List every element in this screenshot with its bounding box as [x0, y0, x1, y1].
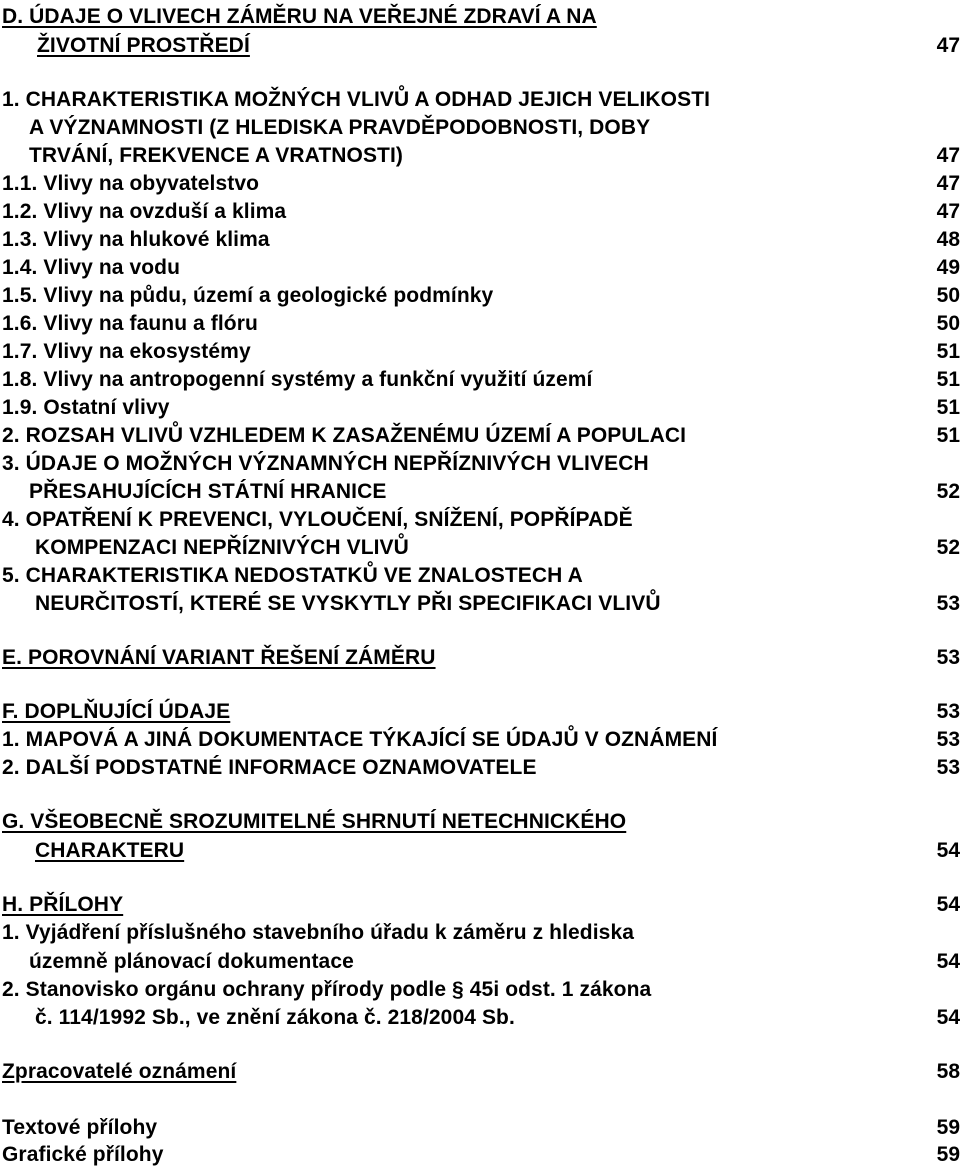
- toc-title[interactable]: E. POROVNÁNÍ VARIANT ŘEŠENÍ ZÁMĚRU: [2, 646, 436, 669]
- toc-entry-d1[interactable]: [0, 87, 960, 115]
- toc-title[interactable]: KOMPENZACI NEPŘÍZNIVÝCH VLIVŮ: [35, 536, 409, 559]
- toc-page-number: 59: [936, 1116, 960, 1139]
- toc-entry-d5[interactable]: [0, 591, 960, 619]
- toc-title[interactable]: 1. MAPOVÁ A JINÁ DOKUMENTACE TÝKAJÍCÍ SE ÚDAJŮ V OZNÁMENÍ: [2, 728, 718, 751]
- toc-title[interactable]: 1.2. Vlivy na ovzduší a klima: [2, 200, 287, 223]
- toc-title[interactable]: územně plánovací dokumentace: [29, 950, 354, 973]
- toc-entry-f[interactable]: [0, 699, 960, 727]
- toc-entry-d16[interactable]: [0, 311, 960, 339]
- toc-page-number: 59: [936, 1143, 960, 1166]
- toc-page-number: 58: [936, 1060, 960, 1083]
- toc-title[interactable]: H. PŘÍLOHY: [2, 893, 124, 916]
- toc-entry-d[interactable]: [0, 33, 960, 61]
- toc-page-number: 54: [936, 950, 960, 973]
- toc-page-number: 53: [936, 756, 960, 779]
- toc-title[interactable]: 1.7. Vlivy na ekosystémy: [2, 340, 251, 363]
- toc-title[interactable]: 2. DALŠÍ PODSTATNÉ INFORMACE OZNAMOVATELE: [2, 756, 537, 779]
- toc-entry-d5[interactable]: [0, 563, 960, 591]
- toc-entry-h1[interactable]: [0, 920, 960, 948]
- toc-page-number: 47: [936, 34, 960, 57]
- toc-title[interactable]: Textové přílohy: [2, 1116, 158, 1139]
- toc-title[interactable]: 1. Vyjádření příslušného stavebního úřadu k záměru z hlediska: [2, 921, 635, 944]
- toc-title[interactable]: 1.3. Vlivy na hlukové klima: [2, 228, 270, 251]
- toc-title[interactable]: 5. CHARAKTERISTIKA NEDOSTATKŮ VE ZNALOSTECH A: [2, 564, 583, 587]
- toc-title[interactable]: CHARAKTERU: [35, 839, 185, 862]
- toc-page-number: 51: [936, 424, 960, 447]
- toc-entry-d1[interactable]: [0, 115, 960, 143]
- toc-page-number: 51: [936, 368, 960, 391]
- toc-title[interactable]: PŘESAHUJÍCÍCH STÁTNÍ HRANICE: [29, 480, 387, 503]
- toc-title[interactable]: NEURČITOSTÍ, KTERÉ SE VYSKYTLY PŘI SPECIFIKACI VLIVŮ: [35, 592, 661, 615]
- toc-entry-f2[interactable]: [0, 755, 960, 783]
- toc-entry-d15[interactable]: [0, 283, 960, 311]
- toc-page-number: 53: [936, 700, 960, 723]
- toc-entry-d19[interactable]: [0, 395, 960, 423]
- toc-title[interactable]: D. ÚDAJE O VLIVECH ZÁMĚRU NA VEŘEJNÉ ZDRAVÍ A NA: [2, 5, 597, 28]
- toc-page-number: 51: [936, 396, 960, 419]
- toc-page-number: 53: [936, 728, 960, 751]
- toc-title[interactable]: 2. ROZSAH VLIVŮ VZHLEDEM K ZASAŽENÉMU ÚZEMÍ A POPULACI: [2, 424, 687, 447]
- toc-entry-graficke-prilohy[interactable]: [0, 1142, 960, 1170]
- toc-entry-d[interactable]: [0, 4, 960, 32]
- toc-page-number: 51: [936, 340, 960, 363]
- toc-title[interactable]: 1. CHARAKTERISTIKA MOŽNÝCH VLIVŮ A ODHAD JEJICH VELIKOSTI: [2, 88, 711, 111]
- toc-page-number: 50: [936, 284, 960, 307]
- toc-title[interactable]: F. DOPLŇUJÍCÍ ÚDAJE: [2, 700, 231, 723]
- toc-entry-e[interactable]: [0, 645, 960, 673]
- toc-entry-h[interactable]: [0, 892, 960, 920]
- toc-page-number: 54: [936, 1006, 960, 1029]
- toc-entry-h1[interactable]: [0, 949, 960, 977]
- toc-page-number: 52: [936, 536, 960, 559]
- toc-title[interactable]: Grafické přílohy: [2, 1143, 164, 1166]
- toc-title[interactable]: 3. ÚDAJE O MOŽNÝCH VÝZNAMNÝCH NEPŘÍZNIVÝCH VLIVECH: [2, 452, 649, 475]
- toc-page-number: 49: [936, 256, 960, 279]
- toc-entry-d3[interactable]: [0, 451, 960, 479]
- toc-title[interactable]: ŽIVOTNÍ PROSTŘEDÍ: [37, 34, 250, 57]
- toc-entry-d18[interactable]: [0, 367, 960, 395]
- toc-page-number: 47: [936, 200, 960, 223]
- toc-entry-g[interactable]: [0, 809, 960, 837]
- toc-title[interactable]: Zpracovatelé oznámení: [2, 1060, 237, 1083]
- toc-entry-d4[interactable]: [0, 535, 960, 563]
- toc-page-number: 54: [936, 893, 960, 916]
- toc-entry-f1[interactable]: [0, 727, 960, 755]
- toc-title[interactable]: 1.8. Vlivy na antropogenní systémy a funkční využití území: [2, 368, 593, 391]
- toc-page-number: 54: [936, 839, 960, 862]
- toc-page-number: 50: [936, 312, 960, 335]
- toc-page-number: 47: [936, 172, 960, 195]
- toc-entry-textove-prilohy[interactable]: [0, 1115, 960, 1143]
- toc-entry-d17[interactable]: [0, 339, 960, 367]
- toc-title[interactable]: 1.1. Vlivy na obyvatelstvo: [2, 172, 260, 195]
- toc-entry-d4[interactable]: [0, 507, 960, 535]
- toc-entry-d2[interactable]: [0, 423, 960, 451]
- toc-entry-zpracovatele[interactable]: [0, 1059, 960, 1087]
- toc-title[interactable]: 1.4. Vlivy na vodu: [2, 256, 181, 279]
- toc-entry-d1[interactable]: [0, 143, 960, 171]
- toc-page-number: 52: [936, 480, 960, 503]
- toc-title[interactable]: 1.6. Vlivy na faunu a flóru: [2, 312, 258, 335]
- toc-entry-h2[interactable]: [0, 977, 960, 1005]
- toc-title[interactable]: 1.5. Vlivy na půdu, území a geologické podmínky: [2, 284, 494, 307]
- toc-entry-d13[interactable]: [0, 227, 960, 255]
- toc-entry-g[interactable]: [0, 838, 960, 866]
- toc-page-number: 53: [936, 646, 960, 669]
- toc-entry-d14[interactable]: [0, 255, 960, 283]
- toc-title[interactable]: č. 114/1992 Sb., ve znění zákona č. 218/2004 Sb.: [35, 1006, 515, 1029]
- toc-title[interactable]: A VÝZNAMNOSTI (Z HLEDISKA PRAVDĚPODOBNOSTI, DOBY: [29, 116, 651, 139]
- toc-entry-d11[interactable]: [0, 171, 960, 199]
- toc-title[interactable]: TRVÁNÍ, FREKVENCE A VRATNOSTI): [29, 144, 404, 167]
- toc-entry-d3[interactable]: [0, 479, 960, 507]
- toc-entry-h2[interactable]: [0, 1005, 960, 1033]
- toc-title[interactable]: G. VŠEOBECNĚ SROZUMITELNÉ SHRNUTÍ NETECHNICKÉHO: [2, 810, 627, 833]
- toc-title[interactable]: 2. Stanovisko orgánu ochrany přírody podle § 45i odst. 1 zákona: [2, 978, 652, 1001]
- toc-title[interactable]: 4. OPATŘENÍ K PREVENCI, VYLOUČENÍ, SNÍŽENÍ, POPŘÍPADĚ: [2, 508, 633, 531]
- toc-title[interactable]: 1.9. Ostatní vlivy: [2, 396, 170, 419]
- toc-page-number: 53: [936, 592, 960, 615]
- toc-entry-d12[interactable]: [0, 199, 960, 227]
- toc-page-number: 47: [936, 144, 960, 167]
- toc-page-number: 48: [936, 228, 960, 251]
